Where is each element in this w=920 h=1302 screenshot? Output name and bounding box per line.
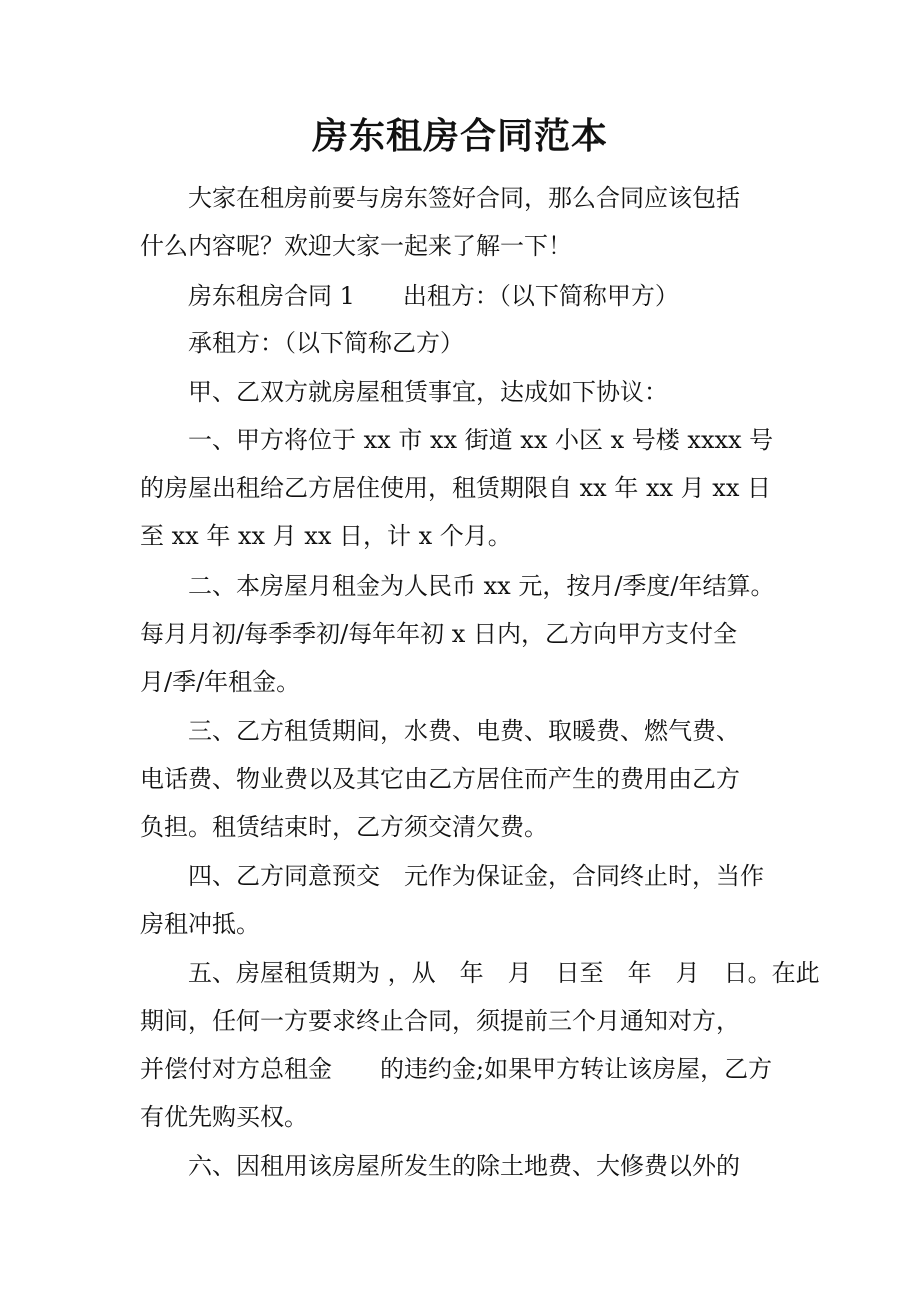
paragraph-line: 电话费、物业费以及其它由乙方居住而产生的费用由乙方 — [140, 765, 740, 793]
paragraph-line: 每月月初/每季季初/每年年初 x 日内，乙方向甲方支付全 — [140, 620, 737, 648]
paragraph-line: 并偿付对方总租金 的违约金;如果甲方转让该房屋，乙方 — [140, 1055, 773, 1083]
paragraph-line: 有优先购买权。 — [140, 1103, 308, 1131]
paragraph-line: 房租冲抵。 — [140, 910, 260, 938]
paragraph-line: 五、房屋租赁期为 ，从 年 月 日至 年 月 日。在此 — [188, 959, 820, 987]
paragraph-line: 的房屋出租给乙方居住使用，租赁期限自 xx 年 xx 月 xx 日 — [140, 474, 771, 502]
paragraph-line: 甲、乙双方就房屋租赁事宜，达成如下协议： — [188, 378, 668, 406]
paragraph-line: 期间，任何一方要求终止合同，须提前三个月通知对方， — [140, 1007, 740, 1035]
paragraph-line: 四、乙方同意预交 元作为保证金，合同终止时，当作 — [188, 862, 764, 890]
paragraph-line: 负担。租赁结束时，乙方须交清欠费。 — [140, 813, 548, 841]
paragraph-line: 房东租房合同 1 出租方：（以下简称甲方） — [188, 282, 679, 310]
paragraph-line: 六、因租用该房屋所发生的除土地费、大修费以外的 — [188, 1152, 740, 1180]
paragraph-line: 大家在租房前要与房东签好合同，那么合同应该包括 — [188, 184, 740, 212]
document-title: 房东租房合同范本 — [311, 115, 608, 157]
paragraph-line: 三、乙方租赁期间，水费、电费、取暖费、燃气费、 — [188, 717, 740, 745]
paragraph-line: 一、甲方将位于 xx 市 xx 街道 xx 小区 x 号楼 xxxx 号 — [188, 426, 774, 454]
paragraph-line: 至 xx 年 xx 月 xx 日，计 x 个月。 — [140, 522, 512, 550]
paragraph-line: 什么内容呢？欢迎大家一起来了解一下！ — [140, 232, 572, 260]
paragraph-line: 二、本房屋月租金为人民币 xx 元，按月/季度/年结算。 — [188, 572, 775, 600]
paragraph-line: 承租方：（以下简称乙方） — [188, 329, 464, 357]
paragraph-line: 月/季/年租金。 — [140, 668, 301, 696]
